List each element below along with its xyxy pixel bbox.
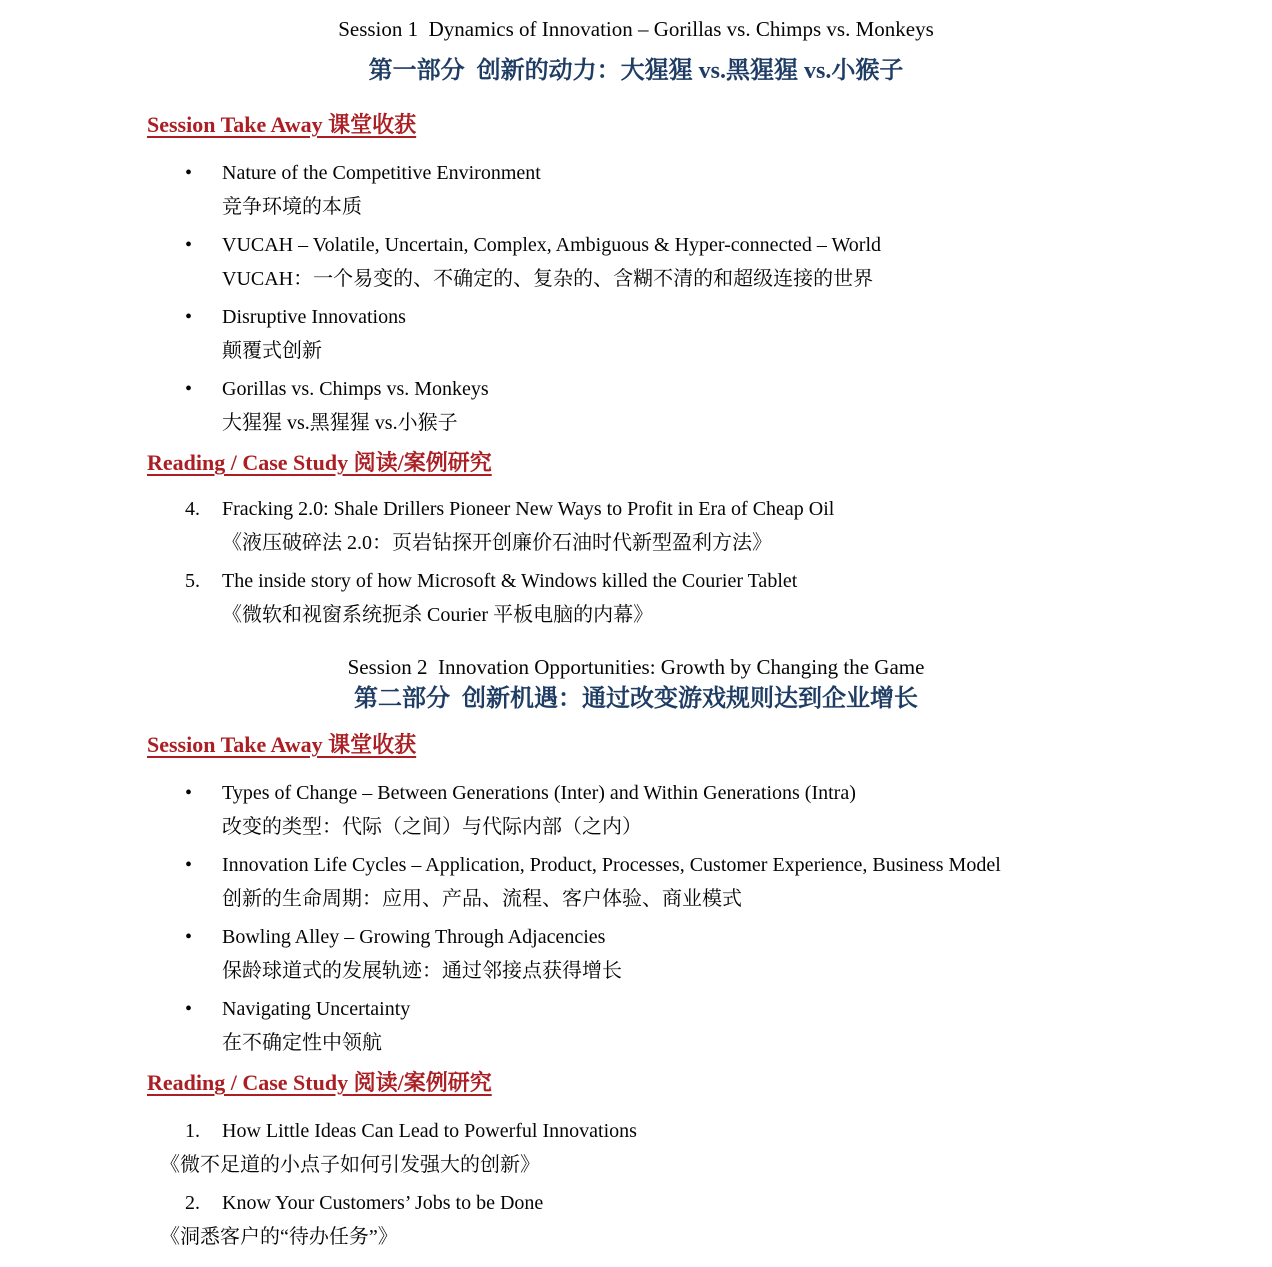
reading-content	[160, 1186, 544, 1254]
bullet-item	[185, 848, 1242, 916]
heading-text: Session Take Away 课堂收获	[147, 112, 417, 137]
bullet-item	[185, 156, 1242, 224]
session-2-reading-list	[160, 1114, 1242, 1254]
item-text-en: Bowling Alley – Growing Through Adjacencies	[222, 926, 606, 948]
item-text-en: Gorillas vs. Chimps vs. Monkeys	[222, 378, 489, 400]
session-1-title-en: Session 1 Dynamics of Innovation – Gorillas vs. Chimps vs. Monkeys	[338, 17, 934, 41]
bullet-content	[222, 372, 489, 440]
session-2-take-away-heading	[147, 730, 1272, 760]
item-text-zh: 保龄球道式的发展轨迹：通过邻接点获得增长	[222, 960, 622, 982]
item-text-zh: VUCAH：一个易变的、不确定的、复杂的、含糊不清的和超级连接的世界	[222, 268, 874, 290]
reading-item	[160, 1186, 1242, 1254]
reading-content	[222, 564, 797, 632]
item-text-en: How Little Ideas Can Lead to Powerful Innovations	[222, 1120, 637, 1142]
bullet-content	[222, 848, 1001, 916]
bullet-item	[185, 776, 1242, 844]
bullet-icon: •	[185, 162, 193, 184]
session-1-take-away-heading	[147, 110, 1272, 140]
item-text-zh: 《洞悉客户的“待办任务”》	[160, 1226, 398, 1248]
item-text-en: Innovation Life Cycles – Application, Product, Processes, Customer Experience, Business Model	[222, 854, 1001, 876]
item-text-en: Disruptive Innovations	[222, 306, 406, 328]
item-text-zh: 创新的生命周期：应用、产品、流程、客户体验、商业模式	[222, 888, 742, 910]
item-text-en: Know Your Customers’ Jobs to be Done	[222, 1192, 544, 1214]
reading-item	[185, 492, 1242, 560]
item-text-zh: 改变的类型：代际（之间）与代际内部（之内）	[222, 816, 642, 838]
bullet-item	[185, 228, 1242, 296]
bullet-content	[222, 776, 856, 844]
session-2-reading-heading	[147, 1068, 1272, 1098]
item-number: 2.	[185, 1192, 200, 1214]
item-text-zh: 颠覆式创新	[222, 340, 322, 362]
item-text-zh: 竞争环境的本质	[222, 196, 362, 218]
session-2	[0, 652, 1272, 1254]
item-text-en: Types of Change – Between Generations (Inter) and Within Generations (Intra)	[222, 782, 856, 804]
reading-item	[160, 1114, 1242, 1182]
reading-content	[160, 1114, 637, 1182]
bullet-icon: •	[185, 234, 193, 256]
item-text-zh: 大猩猩 vs.黑猩猩 vs.小猴子	[222, 412, 458, 434]
item-text-en: The inside story of how Microsoft & Windows killed the Courier Tablet	[222, 570, 798, 592]
session-1-reading-heading	[147, 448, 1272, 478]
session-1	[0, 14, 1272, 632]
item-text-zh: 《微不足道的小点子如何引发强大的创新》	[160, 1154, 540, 1176]
reading-item	[185, 564, 1242, 632]
bullet-icon: •	[185, 782, 193, 804]
bullet-icon: •	[185, 998, 193, 1020]
bullet-icon: •	[185, 306, 193, 328]
bullet-content	[222, 992, 410, 1060]
heading-text: Session Take Away 课堂收获	[147, 732, 417, 757]
bullet-content	[222, 920, 622, 988]
bullet-icon: •	[185, 926, 193, 948]
session-2-title-en: Session 2 Innovation Opportunities: Growth by Changing the Game	[347, 655, 925, 679]
bullet-content	[222, 228, 881, 296]
item-text-en: VUCAH – Volatile, Uncertain, Complex, Ambiguous & Hyper-connected – World	[222, 234, 882, 256]
bullet-item	[185, 372, 1242, 440]
item-text-zh: 《液压破碎法 2.0：页岩钻探开创廉价石油时代新型盈利方法》	[222, 532, 772, 554]
bullet-icon: •	[185, 854, 193, 876]
item-text-en: Navigating Uncertainty	[222, 998, 411, 1020]
item-number: 1.	[185, 1120, 200, 1142]
bullet-item	[185, 992, 1242, 1060]
heading-text: Reading / Case Study 阅读/案例研究	[147, 450, 492, 475]
bullet-item	[185, 300, 1242, 368]
item-text-en: Fracking 2.0: Shale Drillers Pioneer New Ways to Profit in Era of Cheap Oil	[222, 498, 835, 520]
item-text-en: Nature of the Competitive Environment	[222, 162, 541, 184]
session-2-title-zh: 第二部分 创新机遇：通过改变游戏规则达到企业增长	[354, 686, 918, 712]
item-text-zh: 《微软和视窗系统扼杀 Courier 平板电脑的内幕》	[222, 604, 654, 626]
session-1-take-away-list	[185, 156, 1242, 440]
bullet-content	[222, 156, 541, 224]
session-1-reading-list	[185, 492, 1242, 632]
heading-text: Reading / Case Study 阅读/案例研究	[147, 1070, 492, 1095]
item-number: 4.	[185, 498, 200, 520]
item-number: 5.	[185, 570, 200, 592]
item-text-zh: 在不确定性中领航	[222, 1032, 382, 1054]
bullet-icon: •	[185, 378, 193, 400]
session-1-title-zh: 第一部分 创新的动力：大猩猩 vs.黑猩猩 vs.小猴子	[368, 58, 904, 84]
reading-content	[222, 492, 834, 560]
bullet-content	[222, 300, 406, 368]
bullet-item	[185, 920, 1242, 988]
session-2-take-away-list	[185, 776, 1242, 1060]
